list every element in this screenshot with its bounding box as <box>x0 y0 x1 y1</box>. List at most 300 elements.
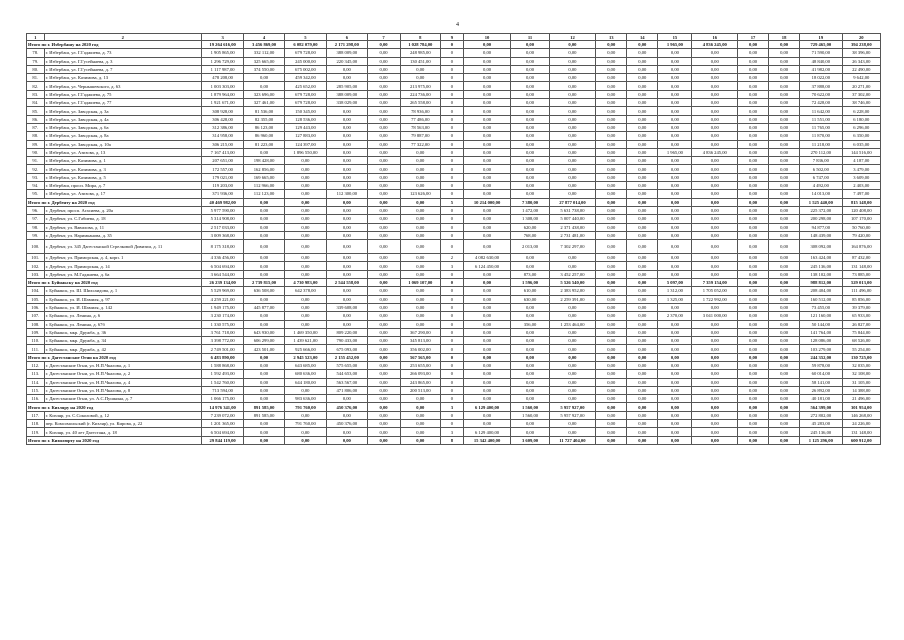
row-number-cell: 102. <box>27 262 45 270</box>
value-cell: 0,00 <box>627 240 658 254</box>
value-cell: 0,00 <box>658 65 692 73</box>
total-value-cell: 1 125 296,00 <box>800 436 842 444</box>
value-cell: 0,00 <box>463 270 511 278</box>
value-cell: 0,00 <box>627 123 658 131</box>
value-cell: 0,00 <box>658 99 692 107</box>
value-cell: 0,00 <box>627 386 658 394</box>
value-cell: 0,00 <box>400 287 440 295</box>
value-cell: 0,00 <box>596 386 627 394</box>
value-cell: 0,00 <box>463 57 511 65</box>
value-cell: 6 180,00 <box>842 115 880 123</box>
table-row <box>27 303 881 311</box>
value-cell: 0 <box>440 65 463 73</box>
value-cell: 0,00 <box>511 65 549 73</box>
value-cell: 642 378,00 <box>284 287 326 295</box>
value-cell: 2 517 033,00 <box>201 223 243 231</box>
value-cell: 713 594,00 <box>201 386 243 394</box>
value-cell: 0,00 <box>367 254 400 262</box>
value-cell: 0,00 <box>627 223 658 231</box>
value-cell: 0,00 <box>658 411 692 419</box>
value-cell: 0,00 <box>400 411 440 419</box>
address-cell: г. Избербаш, ул. Заводская, д. 4а <box>44 115 201 123</box>
value-cell: 0,00 <box>284 262 326 270</box>
value-cell: 675 093,00 <box>327 345 367 353</box>
total-value-cell: 11 727 404,00 <box>549 436 596 444</box>
value-cell: 0,00 <box>367 287 400 295</box>
value-cell: 127 883,00 <box>284 132 326 140</box>
value-cell: 1 003 303,00 <box>201 82 243 90</box>
value-cell: 129 443,00 <box>284 123 326 131</box>
value-cell: 112 123,00 <box>244 190 284 198</box>
value-cell: 0,00 <box>769 361 800 369</box>
value-cell: 0,00 <box>463 240 511 254</box>
value-cell: 0,00 <box>244 231 284 239</box>
total-value-cell: 0,00 <box>327 198 367 206</box>
value-cell: 0,00 <box>549 420 596 428</box>
total-value-cell: 0,00 <box>284 198 326 206</box>
value-cell: 0,00 <box>367 99 400 107</box>
value-cell: 332 112,00 <box>244 49 284 57</box>
value-cell: 0,00 <box>692 182 738 190</box>
address-cell: г. Избербаш, ул. Казимова, д. 13 <box>44 74 201 82</box>
value-cell: 0,00 <box>627 395 658 403</box>
value-cell: 0,00 <box>596 303 627 311</box>
value-cell: 371 936,00 <box>201 190 243 198</box>
total-value-cell: 0,00 <box>400 436 440 444</box>
value-cell: 0 <box>440 378 463 386</box>
value-cell: 5 631 738,00 <box>549 206 596 214</box>
value-cell: 0,00 <box>511 148 549 156</box>
total-value-cell: 2 945 523,00 <box>284 353 326 361</box>
row-number-cell: 80. <box>27 65 45 73</box>
address-cell: г. Дагестанские Огни, ул. Н.П.Чкалова, д. 2 <box>44 370 201 378</box>
value-cell: 0,00 <box>627 107 658 115</box>
total-value-cell: 394 238,00 <box>842 41 880 49</box>
value-cell: 0,00 <box>627 82 658 90</box>
value-cell: 0,00 <box>658 165 692 173</box>
value-cell: 0,00 <box>769 82 800 90</box>
value-cell: 138 102,00 <box>800 270 842 278</box>
value-cell: 0,00 <box>769 165 800 173</box>
total-value-cell: 0,00 <box>769 436 800 444</box>
total-value-cell: 1 965,00 <box>658 41 692 49</box>
value-cell: 0,00 <box>463 173 511 181</box>
address-cell: г. Избербаш, ул. Казимова, д. 5 <box>44 173 201 181</box>
value-cell: 0,00 <box>738 74 769 82</box>
value-cell: 0,00 <box>284 254 326 262</box>
value-cell: 0,00 <box>327 223 367 231</box>
value-cell: 0,00 <box>327 115 367 123</box>
value-cell: 0,00 <box>769 231 800 239</box>
value-cell: 0,00 <box>367 386 400 394</box>
table-row <box>27 132 881 140</box>
value-cell: 0,00 <box>692 231 738 239</box>
value-cell: 0,00 <box>692 99 738 107</box>
total-value-cell: 0,00 <box>463 279 511 287</box>
row-number-cell: 109. <box>27 328 45 336</box>
value-cell: 0,00 <box>549 90 596 98</box>
value-cell: 0,00 <box>327 270 367 278</box>
value-cell: 207 651,00 <box>201 157 243 165</box>
value-cell: 0,00 <box>596 173 627 181</box>
value-cell: 0,00 <box>244 361 284 369</box>
value-cell: 0,00 <box>692 411 738 419</box>
value-cell: 0,00 <box>284 240 326 254</box>
value-cell: 0,00 <box>244 74 284 82</box>
value-cell: 128 086,00 <box>800 337 842 345</box>
value-cell: 0,00 <box>692 190 738 198</box>
value-cell: 0,00 <box>627 132 658 140</box>
value-cell: 3 609,00 <box>842 173 880 181</box>
value-cell: 73 885,00 <box>842 270 880 278</box>
row-number-cell: 82. <box>27 82 45 90</box>
value-cell: 0,00 <box>400 223 440 231</box>
value-cell: 0,00 <box>658 231 692 239</box>
value-cell: 0,00 <box>658 254 692 262</box>
row-number-cell: 105. <box>27 295 45 303</box>
value-cell: 5 007 440,00 <box>549 215 596 223</box>
value-cell: 0,00 <box>367 90 400 98</box>
value-cell: 563 567,00 <box>327 378 367 386</box>
value-cell: 0,00 <box>367 182 400 190</box>
value-cell: 0,00 <box>596 420 627 428</box>
value-cell: 0,00 <box>400 157 440 165</box>
value-cell: 0,00 <box>400 215 440 223</box>
value-cell: 0,00 <box>511 82 549 90</box>
value-cell: 1 066 175,00 <box>201 395 243 403</box>
address-cell: г. Дербент, ул. М.Гаджиева, д. 6а <box>44 270 201 278</box>
value-cell: 0,00 <box>692 378 738 386</box>
value-cell: 0,00 <box>367 206 400 214</box>
row-number-cell: 85. <box>27 107 45 115</box>
value-cell: 111 496,00 <box>842 287 880 295</box>
row-number-cell: 95. <box>27 190 45 198</box>
value-cell: 0,00 <box>596 337 627 345</box>
value-cell: 0,00 <box>769 254 800 262</box>
value-cell: 0,00 <box>244 428 284 436</box>
value-cell: 0,00 <box>692 107 738 115</box>
total-value-cell: 1 560,00 <box>511 403 549 411</box>
value-cell: 0,00 <box>367 337 400 345</box>
value-cell: 0,00 <box>367 148 400 156</box>
address-cell: г. Избербаш, ул. Азизова, д. 13 <box>44 148 201 156</box>
value-cell: 0,00 <box>367 312 400 320</box>
value-cell: 0,00 <box>400 270 440 278</box>
address-cell: г. Дербент, ул. Приморская, д. 4, корп. 1 <box>44 254 201 262</box>
value-cell: 0,00 <box>769 320 800 328</box>
value-cell: 425 652,00 <box>284 82 326 90</box>
value-cell: 0,00 <box>367 65 400 73</box>
value-cell: 680 636,00 <box>284 370 326 378</box>
total-value-cell: 0,00 <box>400 198 440 206</box>
value-cell: 0,00 <box>596 262 627 270</box>
address-cell: г. Избербаш, ул. Заводская, д. 3а <box>44 107 201 115</box>
value-cell: 0,00 <box>627 254 658 262</box>
total-value-cell: 19 264 616,00 <box>201 41 243 49</box>
total-value-cell: 5 097,00 <box>658 279 692 287</box>
value-cell: 0,00 <box>549 99 596 107</box>
total-value-cell: 0 <box>440 279 463 287</box>
value-cell: 0,00 <box>367 378 400 386</box>
total-value-cell: 0,00 <box>627 353 658 361</box>
value-cell: 0,00 <box>692 206 738 214</box>
value-cell: 0,00 <box>367 295 400 303</box>
row-number-cell: 88. <box>27 132 45 140</box>
value-cell: 0,00 <box>769 115 800 123</box>
total-value-cell: 0,00 <box>627 403 658 411</box>
value-cell: 131 148,00 <box>842 262 880 270</box>
value-cell: 200 513,00 <box>400 386 440 394</box>
value-cell: 6 124 450,00 <box>463 262 511 270</box>
value-cell: 0,00 <box>738 287 769 295</box>
value-cell: 7 302 297,00 <box>549 240 596 254</box>
value-cell: 0,00 <box>769 99 800 107</box>
total-value-cell: 0,00 <box>596 436 627 444</box>
total-value-cell: 0 <box>440 353 463 361</box>
address-cell: г. Буйнакск, ул. И. Шамиля, д. 142 <box>44 303 201 311</box>
value-cell: 26 827,00 <box>842 320 880 328</box>
column-number-cell: 16 <box>692 34 738 41</box>
total-value-cell: 0,00 <box>627 436 658 444</box>
value-cell: 544 653,00 <box>327 370 367 378</box>
capital-repair-table <box>26 33 881 445</box>
value-cell: 0,00 <box>549 115 596 123</box>
value-cell: 0 <box>440 370 463 378</box>
value-cell: 0,00 <box>549 123 596 131</box>
value-cell: 68 526,00 <box>842 337 880 345</box>
value-cell: 4 259 221,00 <box>201 295 243 303</box>
value-cell: 1 921 671,00 <box>201 99 243 107</box>
total-value-cell: 0,00 <box>367 353 400 361</box>
value-cell: 1 705 052,00 <box>692 287 738 295</box>
value-cell: 0,00 <box>658 123 692 131</box>
value-cell: 0,00 <box>511 107 549 115</box>
value-cell: 7 497,00 <box>842 190 880 198</box>
value-cell: 0,00 <box>627 345 658 353</box>
value-cell: 0,00 <box>327 206 367 214</box>
value-cell: 0,00 <box>738 395 769 403</box>
table-row <box>27 428 881 436</box>
column-number-cell: 20 <box>842 34 880 41</box>
value-cell: 0,00 <box>658 74 692 82</box>
total-value-cell: 15 342 400,00 <box>463 436 511 444</box>
value-cell: 60 014,00 <box>800 370 842 378</box>
value-cell: 0,00 <box>367 411 400 419</box>
value-cell: 0,00 <box>596 206 627 214</box>
address-cell: г. Дагестанские Огни, ул. Н.П.Чкалова, д. 1 <box>44 361 201 369</box>
value-cell: 0,00 <box>769 132 800 140</box>
value-cell: 107 170,00 <box>842 215 880 223</box>
value-cell: 0,00 <box>596 287 627 295</box>
value-cell: 243 865,00 <box>400 378 440 386</box>
value-cell: 0,00 <box>738 57 769 65</box>
address-cell: г. Кизляр, ул. 40 лет Дагестана, д. 18 <box>44 428 201 436</box>
total-value-cell: 0,00 <box>627 279 658 287</box>
value-cell: 0,00 <box>738 386 769 394</box>
value-cell: 471 806,00 <box>327 386 367 394</box>
total-value-cell: 0,00 <box>463 41 511 49</box>
value-cell: 675 002,00 <box>284 65 326 73</box>
value-cell: 0,00 <box>327 287 367 295</box>
value-cell: 119 203,00 <box>201 182 243 190</box>
value-cell: 0,00 <box>692 395 738 403</box>
value-cell: 308 092,00 <box>800 240 842 254</box>
value-cell: 0,00 <box>692 320 738 328</box>
value-cell: 0,00 <box>367 303 400 311</box>
address-cell: г. Избербаш, ул. Заводская, д. 10а <box>44 140 201 148</box>
value-cell: 1 905 865,00 <box>201 49 243 57</box>
value-cell: 245 000,00 <box>284 57 326 65</box>
row-number-cell: 90. <box>27 148 45 156</box>
total-value-cell: 0,00 <box>658 403 692 411</box>
value-cell: 2 403,00 <box>842 182 880 190</box>
value-cell: 31 105,00 <box>842 378 880 386</box>
value-cell: 0,00 <box>769 312 800 320</box>
column-number-row <box>27 34 881 41</box>
value-cell: 208 404,00 <box>800 287 842 295</box>
total-value-cell: 729 465,00 <box>800 41 842 49</box>
total-value-cell: 10 214 000,00 <box>463 198 511 206</box>
value-cell: 0,00 <box>769 49 800 57</box>
row-number-cell: 114. <box>27 378 45 386</box>
value-cell: 0,00 <box>738 140 769 148</box>
value-cell: 0,00 <box>596 370 627 378</box>
total-value-cell: 0,00 <box>738 436 769 444</box>
total-value-cell: 0,00 <box>658 436 692 444</box>
value-cell: 144 516,00 <box>842 148 880 156</box>
value-cell: 0 <box>440 49 463 57</box>
value-cell: 1 949 175,00 <box>201 303 243 311</box>
total-value-cell: 6 483 890,00 <box>201 353 243 361</box>
total-value-cell: 8 <box>440 436 463 444</box>
value-cell: 0,00 <box>658 190 692 198</box>
value-cell: 0,00 <box>367 231 400 239</box>
value-cell: 0,00 <box>692 428 738 436</box>
value-cell: 0,00 <box>244 320 284 328</box>
column-number-cell: 1 <box>27 34 45 41</box>
value-cell: 0,00 <box>327 320 367 328</box>
value-cell: 32 108,00 <box>842 370 880 378</box>
value-cell: 0,00 <box>367 328 400 336</box>
total-value-cell: 988 812,00 <box>800 279 842 287</box>
value-cell: 374 550,00 <box>244 65 284 73</box>
value-cell: 163 424,00 <box>800 254 842 262</box>
value-cell: 0,00 <box>549 140 596 148</box>
value-cell: 327 461,00 <box>244 99 284 107</box>
value-cell: 0,00 <box>658 182 692 190</box>
total-value-cell: 564 399,00 <box>800 403 842 411</box>
value-cell: 0,00 <box>769 345 800 353</box>
value-cell: 0,00 <box>549 378 596 386</box>
value-cell: 39 379,00 <box>842 303 880 311</box>
value-cell: 0,00 <box>738 411 769 419</box>
total-value-cell: 0,00 <box>244 436 284 444</box>
address-cell: г. Дербент, ул. Приморская, д. 14 <box>44 262 201 270</box>
value-cell: 0,00 <box>284 173 326 181</box>
value-cell: 0,00 <box>463 215 511 223</box>
value-cell: 0,00 <box>658 395 692 403</box>
address-cell: г. Дагестанские Огни, ул. Н.П.Чкалова, д. 4 <box>44 378 201 386</box>
address-cell: г. Буйнакск, ул. Ш. Шихсаидова, д. 1 <box>44 287 201 295</box>
value-cell: 0 <box>440 411 463 419</box>
value-cell: 0,00 <box>738 182 769 190</box>
value-cell: 0,00 <box>692 303 738 311</box>
value-cell: 0,00 <box>284 157 326 165</box>
table-row <box>27 345 881 353</box>
value-cell: 2 <box>440 254 463 262</box>
value-cell: 0,00 <box>327 395 367 403</box>
value-cell: 0,00 <box>692 140 738 148</box>
value-cell: 0,00 <box>769 182 800 190</box>
total-value-cell: 0,00 <box>627 41 658 49</box>
value-cell: 0,00 <box>549 49 596 57</box>
value-cell: 224 736,00 <box>400 90 440 98</box>
value-cell: 0,00 <box>244 206 284 214</box>
value-cell: 0,00 <box>244 370 284 378</box>
value-cell: 0,00 <box>549 386 596 394</box>
address-cell: г. Дербент, просп. Агасиева, д. 20а <box>44 206 201 214</box>
value-cell: 0,00 <box>769 395 800 403</box>
value-cell: 0 <box>440 231 463 239</box>
value-cell: 7 167 413,00 <box>201 148 243 156</box>
value-cell: 0,00 <box>463 206 511 214</box>
value-cell: 0,00 <box>596 395 627 403</box>
value-cell: 0,00 <box>658 386 692 394</box>
value-cell: 0,00 <box>658 107 692 115</box>
value-cell: 1 201 365,00 <box>201 420 243 428</box>
value-cell: 0,00 <box>463 65 511 73</box>
value-cell: 3 398 772,00 <box>201 337 243 345</box>
row-number-cell: 103. <box>27 270 45 278</box>
total-value-cell: 1 525 440,00 <box>800 198 842 206</box>
total-value-cell: 567 565,00 <box>400 353 440 361</box>
value-cell: 0,00 <box>692 370 738 378</box>
value-cell: 0,00 <box>627 190 658 198</box>
value-cell: 0,00 <box>769 303 800 311</box>
table-row <box>27 115 881 123</box>
column-number-cell: 7 <box>367 34 400 41</box>
value-cell: 0,00 <box>769 123 800 131</box>
value-cell: 0,00 <box>738 206 769 214</box>
value-cell: 0,00 <box>769 173 800 181</box>
value-cell: 0,00 <box>327 173 367 181</box>
value-cell: 0 <box>440 287 463 295</box>
value-cell: 610,00 <box>511 287 549 295</box>
value-cell: 0,00 <box>596 99 627 107</box>
value-cell: 0,00 <box>738 223 769 231</box>
value-cell: 809 220,00 <box>327 328 367 336</box>
row-number-cell: 84. <box>27 99 45 107</box>
value-cell: 59 878,00 <box>800 361 842 369</box>
value-cell: 0,00 <box>511 182 549 190</box>
value-cell: 0,00 <box>692 215 738 223</box>
value-cell: 0,00 <box>327 231 367 239</box>
value-cell: 141 764,00 <box>800 328 842 336</box>
value-cell: 0,00 <box>549 428 596 436</box>
value-cell: 356 002,00 <box>400 345 440 353</box>
row-number-cell: 94. <box>27 182 45 190</box>
column-number-cell: 15 <box>658 34 692 41</box>
value-cell: 0,00 <box>658 90 692 98</box>
value-cell: 1 312,00 <box>658 287 692 295</box>
value-cell: 0,00 <box>692 65 738 73</box>
value-cell: 65 933,00 <box>842 312 880 320</box>
value-cell: 0,00 <box>284 320 326 328</box>
value-cell: 0,00 <box>769 57 800 65</box>
value-cell: 388 009,00 <box>327 49 367 57</box>
value-cell: 0,00 <box>549 182 596 190</box>
total-row <box>27 353 881 361</box>
